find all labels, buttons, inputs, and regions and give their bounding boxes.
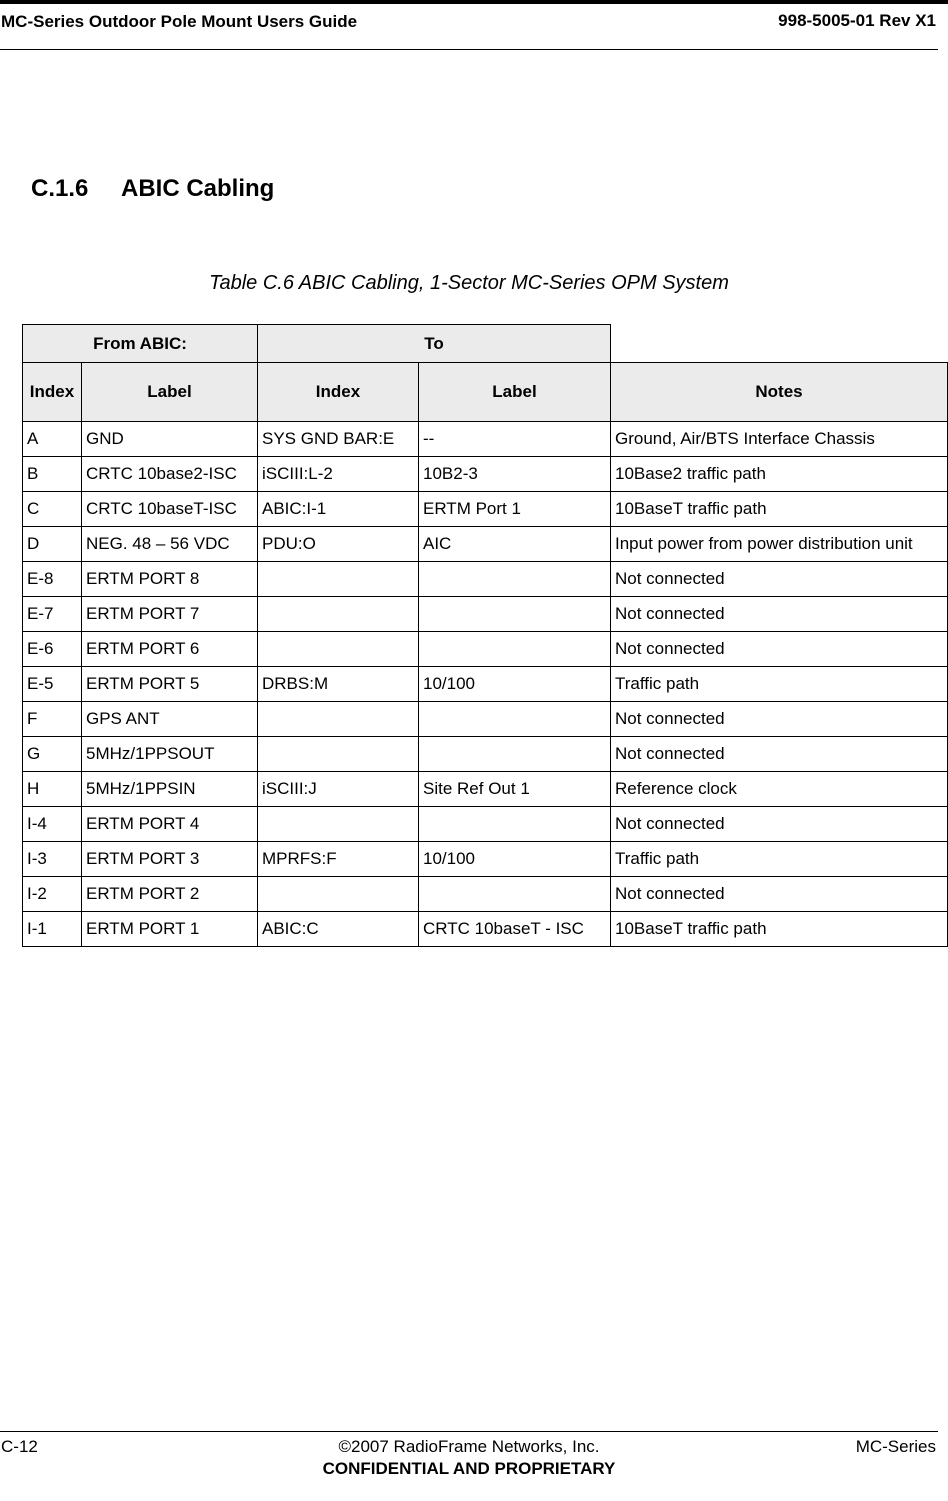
from-index-cell: G [23,737,82,772]
from-index-cell: E-6 [23,632,82,667]
col-header-from-index: Index [23,363,82,422]
table-row [23,667,948,702]
col-header-from-label: Label [82,363,258,422]
table-row [23,877,948,912]
from-index-cell: E-5 [23,667,82,702]
from-label-cell: CRTC 10base2-ISC [82,457,258,492]
from-label-cell: ERTM PORT 4 [82,807,258,842]
notes-cell: Traffic path [611,667,948,702]
from-index-cell: D [23,527,82,562]
from-label-cell: ERTM PORT 7 [82,597,258,632]
table-row [23,492,948,527]
to-index-cell [258,807,419,842]
footer-copyright: ©2007 RadioFrame Networks, Inc. [338,1437,600,1456]
to-index-cell [258,632,419,667]
from-index-cell: H [23,772,82,807]
to-label-cell: ERTM Port 1 [419,492,611,527]
notes-cell: Input power from power distribution unit [611,527,948,562]
col-header-notes: Notes [611,363,948,422]
header-blank-cell [611,325,948,363]
from-index-cell: B [23,457,82,492]
notes-cell: 10BaseT traffic path [611,912,948,947]
to-index-cell: SYS GND BAR:E [258,422,419,457]
header-divider [0,49,938,50]
table-caption: Table C.6 ABIC Cabling, 1-Sector MC-Series OPM System [209,272,729,294]
to-label-cell [419,807,611,842]
from-label-cell: ERTM PORT 5 [82,667,258,702]
table-row [23,772,948,807]
notes-cell: Not connected [611,562,948,597]
to-index-cell: DRBS:M [258,667,419,702]
table-row [23,702,948,737]
notes-cell: Traffic path [611,842,948,877]
table-row [23,527,948,562]
from-index-cell: A [23,422,82,457]
table-row [23,842,948,877]
from-label-cell: 5MHz/1PPSOUT [82,737,258,772]
to-header: To [258,325,611,363]
footer-page-number: C-12 [1,1437,38,1456]
header-title: MC-Series Outdoor Pole Mount Users Guide [1,12,358,31]
from-index-cell: I-4 [23,807,82,842]
from-label-cell: ERTM PORT 8 [82,562,258,597]
header-doc-number: 998-5005-01 Rev X1 [778,11,936,30]
to-index-cell [258,562,419,597]
section-number: C.1.6 [31,175,89,202]
cabling-table [22,324,948,947]
to-index-cell: PDU:O [258,527,419,562]
notes-cell: Not connected [611,737,948,772]
to-label-cell: 10B2-3 [419,457,611,492]
from-label-cell: ERTM PORT 1 [82,912,258,947]
from-index-cell: E-8 [23,562,82,597]
to-label-cell [419,737,611,772]
from-index-cell: I-2 [23,877,82,912]
notes-cell: 10BaseT traffic path [611,492,948,527]
to-index-cell: iSCIII:J [258,772,419,807]
to-index-cell [258,702,419,737]
from-index-cell: F [23,702,82,737]
to-label-cell: CRTC 10baseT - ISC [419,912,611,947]
from-index-cell: E-7 [23,597,82,632]
from-index-cell: C [23,492,82,527]
table-body [23,422,948,947]
from-label-cell: ERTM PORT 6 [82,632,258,667]
table-group-header-row [23,325,948,363]
to-label-cell: -- [419,422,611,457]
footer-product: MC-Series [855,1437,936,1456]
footer-divider [0,1431,938,1432]
to-index-cell: iSCIII:L-2 [258,457,419,492]
notes-cell: Ground, Air/BTS Interface Chassis [611,422,948,457]
to-label-cell: Site Ref Out 1 [419,772,611,807]
from-label-cell: ERTM PORT 3 [82,842,258,877]
notes-cell: Not connected [611,597,948,632]
to-label-cell: 10/100 [419,667,611,702]
from-label-cell: ERTM PORT 2 [82,877,258,912]
to-index-cell: MPRFS:F [258,842,419,877]
table-row [23,562,948,597]
table-column-header-row [23,363,948,422]
to-index-cell [258,737,419,772]
col-header-to-index: Index [258,363,419,422]
to-index-cell: ABIC:C [258,912,419,947]
section-title: ABIC Cabling [121,175,275,202]
from-label-cell: GND [82,422,258,457]
notes-cell: Not connected [611,702,948,737]
to-label-cell: AIC [419,527,611,562]
from-abic-header: From ABIC: [23,325,258,363]
table-row [23,737,948,772]
to-label-cell [419,877,611,912]
table-row [23,807,948,842]
to-label-cell [419,632,611,667]
table-row [23,597,948,632]
notes-cell: 10Base2 traffic path [611,457,948,492]
from-label-cell: NEG. 48 – 56 VDC [82,527,258,562]
to-label-cell [419,702,611,737]
from-label-cell: CRTC 10baseT-ISC [82,492,258,527]
table-row [23,632,948,667]
col-header-to-label: Label [419,363,611,422]
to-index-cell: ABIC:I-1 [258,492,419,527]
to-label-cell [419,597,611,632]
table-row [23,457,948,492]
from-index-cell: I-3 [23,842,82,877]
section-heading [31,175,274,203]
to-index-cell [258,877,419,912]
notes-cell: Not connected [611,807,948,842]
from-index-cell: I-1 [23,912,82,947]
header-top-rule [0,0,948,4]
from-label-cell: 5MHz/1PPSIN [82,772,258,807]
footer-confidential: CONFIDENTIAL AND PROPRIETARY [322,1459,616,1478]
to-label-cell: 10/100 [419,842,611,877]
from-label-cell: GPS ANT [82,702,258,737]
to-index-cell [258,597,419,632]
notes-cell: Not connected [611,877,948,912]
to-label-cell [419,562,611,597]
notes-cell: Reference clock [611,772,948,807]
table-row [23,422,948,457]
table-row [23,912,948,947]
notes-cell: Not connected [611,632,948,667]
